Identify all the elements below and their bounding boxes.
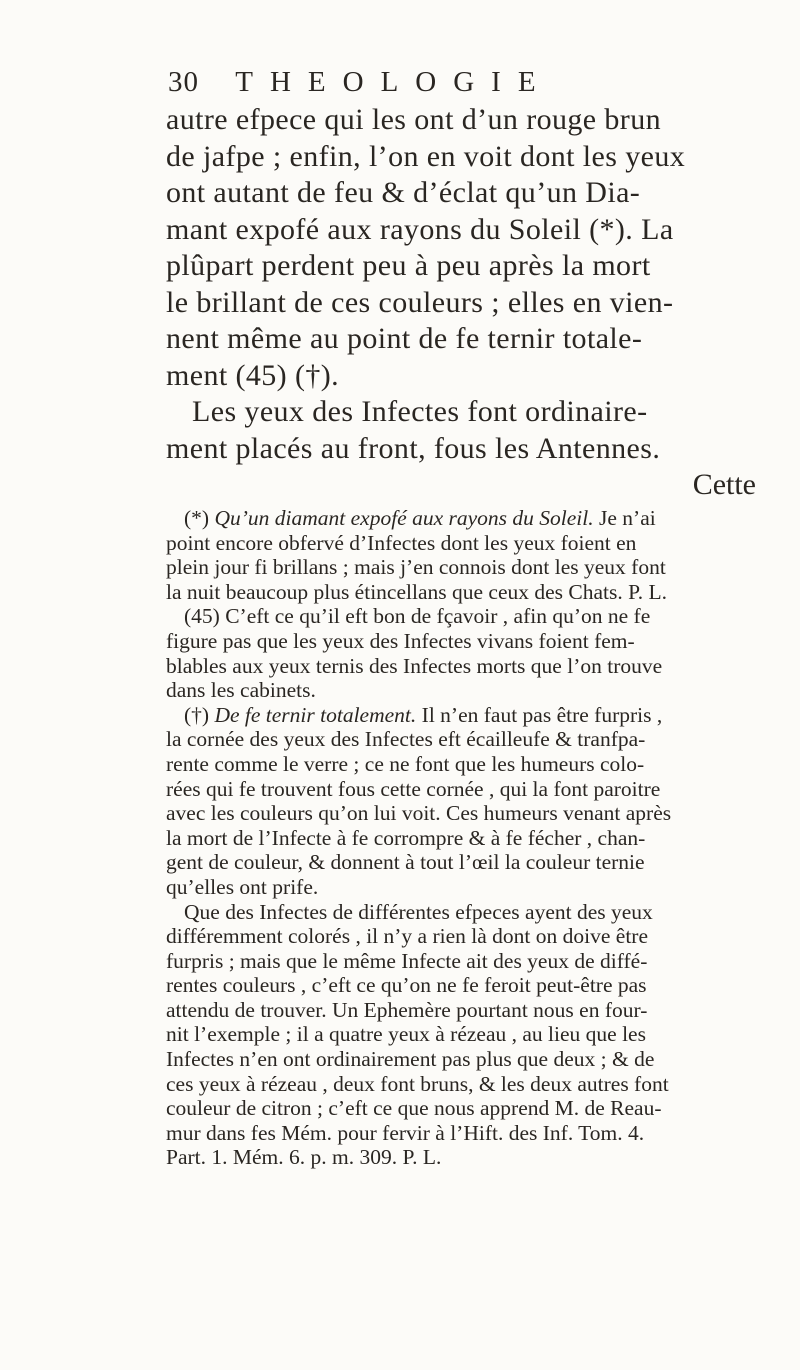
footnote-line: différemment colorés , il n’y a rien là dont on doive être xyxy=(166,924,648,949)
footnote-line: la nuit beaucoup plus étincellans que ceux des Chats. P. L. xyxy=(166,579,667,604)
footnote-text: C’eft ce qu’il eft bon de fçavoir , afin qu’on ne fe xyxy=(225,604,651,629)
footnote-mark: (*) xyxy=(184,506,210,530)
footnote-line: plein jour fi brillans ; mais j’en connois dont les yeux font xyxy=(166,555,666,580)
body-line: Les yeux des Infectes font ordinaire- xyxy=(192,395,648,428)
footnote-lemma: Qu’un diamant expofé aux rayons du Soleil. xyxy=(214,506,594,530)
footnote-lemma: De fe ternir totalement. xyxy=(214,702,417,727)
catchword: Cette xyxy=(692,468,756,501)
footnote-line: qu’elles ont prife. xyxy=(166,874,319,899)
footnote-line: rente comme le verre ; ce ne font que les humeurs colo- xyxy=(166,751,645,776)
page-number: 30 xyxy=(168,66,199,98)
body-line: nent même au point de fe ternir totale- xyxy=(166,322,643,355)
body-line: autre efpece qui les ont d’un rouge brun xyxy=(166,103,661,136)
footnote-line: ces yeux à rézeau , deux font bruns, & les deux autres font xyxy=(166,1071,669,1096)
footnote-line: couleur de citron ; c’eft ce que nous apprend M. de Reau- xyxy=(166,1096,662,1121)
footnote-line: Infectes n’en ont ordinairement pas plus que deux ; & de xyxy=(166,1047,655,1072)
footnote-line: gent de couleur, & donnent à tout l’œil la couleur ternie xyxy=(166,850,645,875)
body-line: ont autant de feu & d’éclat qu’un Dia- xyxy=(166,176,641,209)
footnotes xyxy=(166,506,796,1170)
body-line: plûpart perdent peu à peu après la mort xyxy=(166,249,651,282)
footnote-line: Part. 1. Mém. 6. p. m. 309. P. L. xyxy=(166,1145,442,1170)
footnote-line: la mort de l’Infecte à fe corrompre & à fe fécher , chan- xyxy=(166,825,646,850)
footnote-star-first-line xyxy=(166,506,796,531)
body-line: ment (45) (†). xyxy=(166,358,340,392)
footnote-line: Que des Infectes de différentes efpeces ayent des yeux xyxy=(184,899,653,924)
footnote-line: la cornée des yeux des Infectes eft écailleufe & tranfpa- xyxy=(166,727,646,752)
page-header xyxy=(168,62,728,102)
footnote-dagger-first-line xyxy=(166,703,796,728)
body-line: de jafpe ; enfin, l’on en voit dont les yeux xyxy=(166,139,686,173)
body-line: le brillant de ces couleurs ; elles en vien- xyxy=(166,285,674,319)
footnote-text: Il n’en faut pas être furpris , xyxy=(421,702,663,727)
footnote-line: avec les couleurs qu’on lui voit. Ces humeurs venant après xyxy=(166,801,672,826)
running-title: THEOLOGIE xyxy=(235,66,553,98)
footnote-line: attendu de trouver. Un Ephemère pourtant nous en four- xyxy=(166,997,648,1022)
body-line: mant expofé aux rayons du Soleil (*). La xyxy=(166,212,674,246)
footnote-line: point encore obfervé d’Infectes dont les yeux foient en xyxy=(166,530,637,555)
footnote-line: figure pas que les yeux des Infectes vivans foient fem- xyxy=(166,628,635,653)
footnote-line: blables aux yeux ternis des Infectes morts que l’on trouve xyxy=(166,653,663,678)
footnote-mark: (†) xyxy=(184,702,210,727)
footnote-text: Je n’ai xyxy=(599,506,656,530)
main-text xyxy=(166,102,796,504)
footnote-line: furpris ; mais que le même Infecte ait des yeux de diffé- xyxy=(166,948,648,973)
footnote-line: dans les cabinets. xyxy=(166,678,316,703)
footnote-line: mur dans fes Mém. pour fervir à l’Hift. des Inf. Tom. 4. xyxy=(166,1120,645,1145)
footnote-line: rées qui fe trouvent fous cette cornée , qui la font paroitre xyxy=(166,776,661,801)
footnote-line: nit l’exemple ; il a quatre yeux à rézeau , au lieu que les xyxy=(166,1022,646,1047)
footnote-line: rentes couleurs , c’eft ce qu’on ne fe feroit peut-être pas xyxy=(166,973,647,998)
body-line: ment placés au front, fous les Antennes. xyxy=(166,431,661,465)
footnote-45-first-line xyxy=(166,604,796,629)
footnote-mark: (45) xyxy=(184,604,220,629)
